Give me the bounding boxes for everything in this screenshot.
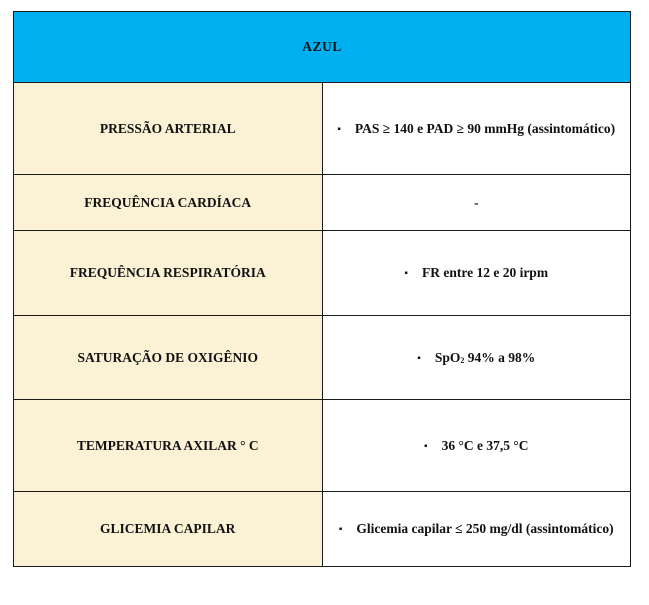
table-title: AZUL <box>14 12 631 83</box>
value-text: FR entre 12 e 20 irpm <box>421 265 549 280</box>
row-label-heart-rate: FREQUÊNCIA CARDÍACA <box>14 175 323 231</box>
bullet-icon: ▪ <box>404 268 408 279</box>
row-value-axillary-temperature <box>322 400 631 492</box>
row-value-heart-rate <box>322 175 631 231</box>
row-value-oxygen-saturation <box>322 316 631 400</box>
table-row <box>14 400 631 492</box>
bullet-icon: ▪ <box>417 352 421 364</box>
row-value-capillary-glucose <box>322 492 631 567</box>
value-suffix: 94% a 98% <box>464 349 536 365</box>
bullet-icon: ▪ <box>338 524 343 535</box>
value-subscript: 2 <box>460 355 465 365</box>
bullet-icon: ▪ <box>424 440 428 452</box>
triage-table <box>13 11 631 567</box>
value-text: 36 °C e 37,5 °C <box>441 437 529 453</box>
row-label-axillary-temperature: TEMPERATURA AXILAR ° C <box>14 400 323 492</box>
row-value-respiratory-rate <box>322 231 631 316</box>
row-label-oxygen-saturation: SATURAÇÃO DE OXIGÊNIO <box>14 316 323 400</box>
table-row <box>14 83 631 175</box>
table-row <box>14 231 631 316</box>
table-row <box>14 175 631 231</box>
value-text: PAS ≥ 140 e PAD ≥ 90 mmHg (assintomático) <box>354 120 616 136</box>
bullet-icon: ▪ <box>337 123 341 135</box>
value-prefix: SpO <box>434 349 461 365</box>
value-text: - <box>474 194 479 210</box>
value-text: Glicemia capilar ≤ 250 mg/dl (assintomático) <box>356 521 614 536</box>
table-row <box>14 316 631 400</box>
row-label-blood-pressure: PRESSÃO ARTERIAL <box>14 83 323 175</box>
row-label-respiratory-rate: FREQUÊNCIA RESPIRATÓRIA <box>14 231 323 316</box>
table-header-row <box>14 12 631 83</box>
row-value-blood-pressure <box>322 83 631 175</box>
row-label-capillary-glucose: GLICEMIA CAPILAR <box>14 492 323 567</box>
table-row <box>14 492 631 567</box>
